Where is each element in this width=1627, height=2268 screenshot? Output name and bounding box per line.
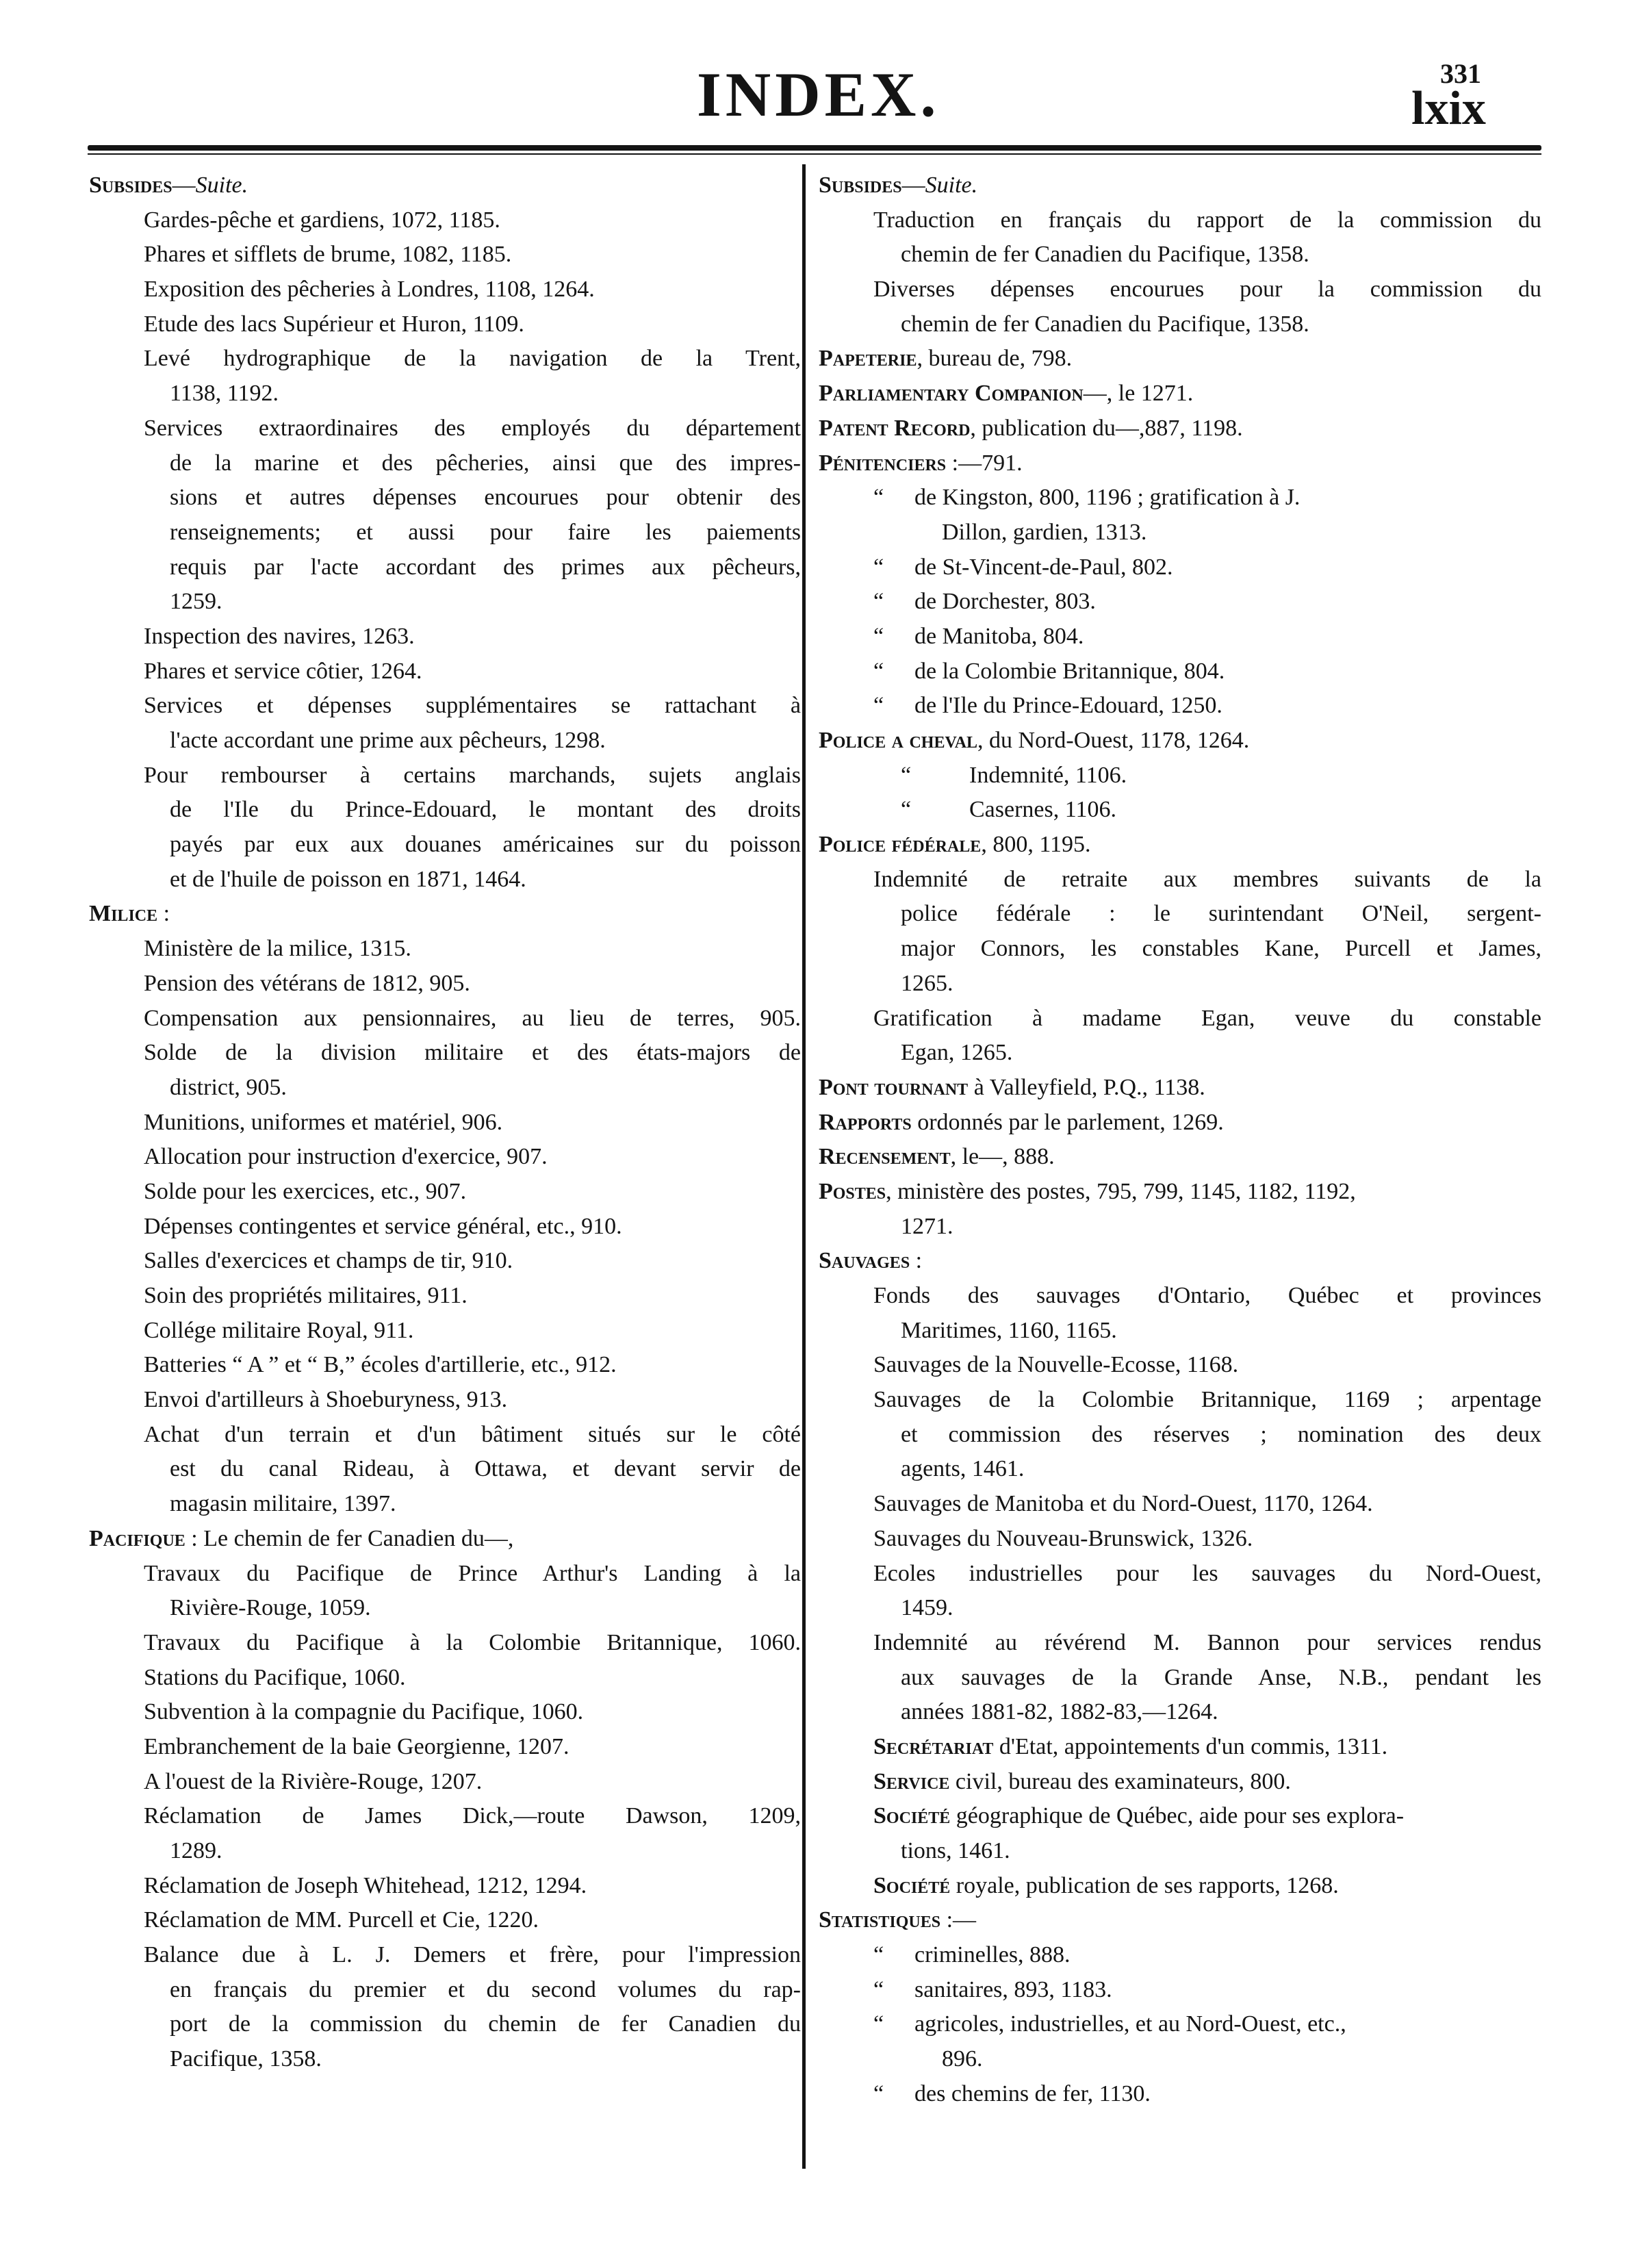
index-entry-line <box>819 1557 1541 1592</box>
index-entry-text: Indemnité de retraite aux membres suivants de la <box>873 866 1541 892</box>
index-entry-line <box>819 1279 1541 1314</box>
index-entry-line <box>819 585 1541 620</box>
index-entry-text: 1289. <box>170 1838 222 1863</box>
index-heading-rest: , le—, 888. <box>950 1144 1055 1170</box>
index-entry-text: des chemins de fer, 1130. <box>914 2080 1151 2106</box>
index-entry-text: de St-Vincent-de-Paul, 802. <box>914 554 1173 580</box>
index-entry-line <box>89 1626 801 1661</box>
index-entry-text: Traduction en français du rapport de la commission du <box>873 207 1541 233</box>
index-entry-text: de la Colombie Britannique, 804. <box>914 658 1225 684</box>
index-entry-text: criminelles, 888. <box>914 1942 1071 1968</box>
index-entry-line <box>89 1244 801 1279</box>
index-entry-line <box>89 793 801 828</box>
index-entry-line <box>89 1661 801 1696</box>
index-entry-text: de la marine et des pêcheries, ainsi que des impres- <box>170 450 801 476</box>
index-entry-text: Maritimes, 1160, 1165. <box>901 1317 1117 1343</box>
index-entry-line <box>819 1036 1541 1071</box>
index-entry-text: 1138, 1192. <box>170 381 279 407</box>
index-entry-text: 1459. <box>901 1595 953 1621</box>
index-entry-text: l'acte accordant une prime aux pêcheurs, 1298. <box>170 728 606 753</box>
index-entry-line <box>819 1418 1541 1453</box>
index-entry-line <box>89 1002 801 1036</box>
ditto-mark: “ <box>901 762 912 788</box>
index-entry-line <box>819 863 1541 897</box>
index-entry-text: Sauvages du Nouveau-Brunswick, 1326. <box>873 1525 1253 1551</box>
index-heading: Recensement <box>819 1144 951 1170</box>
index-entry-text: Stations du Pacifique, 1060. <box>144 1664 406 1690</box>
index-entry-line <box>819 1348 1541 1383</box>
index-heading-rest: , 800, 1195. <box>981 832 1091 858</box>
index-entry-line <box>89 1418 801 1453</box>
index-entry-line <box>819 481 1541 515</box>
index-entry-line <box>89 307 801 342</box>
index-entry-line <box>89 585 801 620</box>
index-heading: Police fédérale <box>819 832 982 858</box>
index-entry-line <box>819 2007 1541 2042</box>
index-entry-text: en français du premier et du second volumes du rap- <box>170 1976 801 2002</box>
ditto-mark: “ <box>873 1976 884 2002</box>
index-entry-text: Etude des lacs Supérieur et Huron, 1109. <box>144 311 524 337</box>
index-entry-line <box>819 238 1541 272</box>
index-entry-line <box>89 689 801 724</box>
index-entry-text: Embranchement de la baie Georgienne, 1207. <box>144 1733 569 1759</box>
index-entry-line <box>89 1557 801 1592</box>
column-divider <box>802 164 806 2169</box>
index-entry-line <box>819 828 1541 863</box>
ditto-mark: “ <box>873 2080 884 2106</box>
index-heading-rest: d'Etat, appointements d'un commis, 1311. <box>993 1733 1388 1759</box>
index-entry-line <box>819 446 1541 481</box>
index-heading: Postes <box>819 1178 886 1204</box>
index-entry-text: agents, 1461. <box>901 1456 1025 1482</box>
index-entry-line <box>89 1591 801 1626</box>
index-entry-text: Soin des propriétés militaires, 911. <box>144 1283 467 1308</box>
index-entry-line <box>89 1834 801 1869</box>
index-entry-line <box>89 1071 801 1106</box>
index-entry-text: Gardes-pêche et gardiens, 1072, 1185. <box>144 207 500 233</box>
index-entry-line <box>819 1695 1541 1730</box>
index-heading-rest: à Valleyfield, P.Q., 1138. <box>968 1074 1205 1100</box>
ditto-mark: “ <box>873 658 884 684</box>
index-entry-line <box>89 620 801 654</box>
index-entry-line <box>89 1938 801 1973</box>
index-entry-line <box>819 1799 1541 1834</box>
index-heading: Subsides <box>89 173 172 198</box>
index-heading-rest: — <box>901 173 925 198</box>
index-heading: Milice <box>89 901 158 927</box>
index-entry-text: A l'ouest de la Rivière-Rouge, 1207. <box>144 1768 483 1794</box>
index-entry-text: police fédérale : le surintendant O'Neil, sergent- <box>901 901 1541 927</box>
page-number: lxix <box>1411 82 1486 135</box>
index-entry-line <box>819 1140 1541 1175</box>
index-entry-line <box>819 1452 1541 1487</box>
index-entry-line <box>89 1175 801 1210</box>
index-entry-text: chemin de fer Canadien du Pacifique, 1358. <box>901 311 1309 337</box>
index-entry-text: Levé hydrographique de la navigation de la Trent, <box>144 346 801 372</box>
index-entry-text: années 1881-82, 1882-83,—1264. <box>901 1699 1218 1725</box>
index-entry-text: renseignements; et aussi pour faire les paiements <box>170 519 801 545</box>
index-heading: Pont tournant <box>819 1074 969 1100</box>
index-entry-line <box>819 550 1541 585</box>
index-entry-text: Pour rembourser à certains marchands, sujets anglais <box>144 762 801 788</box>
index-entry-text: Achat d'un terrain et d'un bâtiment situés sur le côté <box>144 1421 801 1447</box>
index-entry-line <box>819 1869 1541 1904</box>
index-entry-line <box>819 1071 1541 1106</box>
left-column <box>89 168 801 2077</box>
index-heading-rest: ordonnés par le parlement, 1269. <box>911 1109 1224 1135</box>
index-entry-text: 1271. <box>901 1213 953 1239</box>
index-entry-line <box>89 481 801 515</box>
index-entry-line <box>819 724 1541 759</box>
header-rule <box>88 145 1541 151</box>
index-entry-text: Services extraordinaires des employés du département <box>144 415 801 441</box>
index-entry-line <box>89 272 801 307</box>
index-heading-rest: , ministère des postes, 795, 799, 1145, 1182, 1192, <box>886 1178 1356 1204</box>
header-rule-thin <box>88 153 1541 155</box>
index-entry-line <box>89 1869 801 1904</box>
ditto-mark: “ <box>873 589 884 615</box>
index-heading-rest: civil, bureau des examinateurs, 800. <box>949 1768 1291 1794</box>
index-entry-line <box>89 1903 801 1938</box>
index-entry-line <box>89 550 801 585</box>
index-heading-rest: : <box>910 1248 923 1274</box>
index-heading: Société <box>873 1872 951 1898</box>
index-entry-line <box>819 1210 1541 1245</box>
index-entry-line <box>89 1383 801 1418</box>
index-entry-line <box>819 307 1541 342</box>
index-heading: Parliamentary Companion <box>819 381 1084 407</box>
index-entry-line <box>819 411 1541 446</box>
index-entry-line <box>819 793 1541 828</box>
index-entry-line <box>819 168 1541 203</box>
index-entry-text: Sauvages de la Colombie Britannique, 1169 ; arpentage <box>873 1387 1541 1413</box>
index-entry-line <box>819 2042 1541 2077</box>
index-entry-line <box>819 1002 1541 1036</box>
index-entry-line <box>819 1383 1541 1418</box>
index-entry-text: Gratification à madame Egan, veuve du constable <box>873 1005 1541 1031</box>
index-entry-text: Egan, 1265. <box>901 1040 1013 1066</box>
index-entry-line <box>89 1106 801 1141</box>
index-entry-text: 896. <box>942 2046 983 2072</box>
index-entry-line <box>89 2042 801 2077</box>
index-entry-line <box>819 654 1541 689</box>
index-entry-line <box>89 759 801 793</box>
index-entry-line <box>819 1903 1541 1938</box>
index-entry-text: Diverses dépenses encourues pour la commission du <box>873 277 1541 303</box>
index-entry-line <box>89 1799 801 1834</box>
index-entry-line <box>89 863 801 897</box>
index-entry-text: Munitions, uniformes et matériel, 906. <box>144 1109 503 1135</box>
index-heading: Patent Record <box>819 415 971 441</box>
index-entry-text: Casernes, 1106. <box>969 797 1116 823</box>
index-entry-text: payés par eux aux douanes américaines sur du poisson <box>170 832 801 858</box>
index-entry-text: Ecoles industrielles pour les sauvages du Nord-Ouest, <box>873 1560 1541 1586</box>
index-entry-text: magasin militaire, 1397. <box>170 1491 396 1517</box>
index-entry-text: Phares et service côtier, 1264. <box>144 658 422 684</box>
index-entry-line <box>819 377 1541 411</box>
index-entry-line <box>819 515 1541 550</box>
index-entry-text: Solde de la division militaire et des états-majors de <box>144 1040 801 1066</box>
right-column <box>819 168 1541 2112</box>
index-entry-text: Allocation pour instruction d'exercice, 907. <box>144 1144 548 1170</box>
index-entry-text: Réclamation de MM. Purcell et Cie, 1220. <box>144 1907 539 1933</box>
index-entry-line <box>819 1730 1541 1765</box>
index-heading-rest: royale, publication de ses rapports, 1268. <box>950 1872 1339 1898</box>
index-entry-text: sanitaires, 893, 1183. <box>914 1976 1112 2002</box>
index-heading-rest: : Le chemin de fer Canadien du—, <box>185 1525 514 1551</box>
index-entry-line <box>89 203 801 238</box>
index-heading: Sauvages <box>819 1248 910 1274</box>
ditto-mark: “ <box>873 485 884 511</box>
index-entry-text: Dillon, gardien, 1313. <box>942 519 1147 545</box>
index-entry-text: Inspection des navires, 1263. <box>144 623 415 649</box>
index-entry-text: aux sauvages de la Grande Anse, N.B., pendant les <box>901 1664 1541 1690</box>
index-heading: Pénitenciers <box>819 450 947 476</box>
index-entry-line <box>89 967 801 1002</box>
index-entry-line <box>89 1695 801 1730</box>
index-entry-line <box>819 967 1541 1002</box>
index-entry-text: Subvention à la compagnie du Pacifique, 1060. <box>144 1699 584 1725</box>
index-entry-line <box>89 654 801 689</box>
index-entry-line <box>819 1661 1541 1696</box>
index-entry-line <box>819 897 1541 932</box>
index-heading-rest: , bureau de, 798. <box>917 346 1073 372</box>
index-entry-text: Services et dépenses supplémentaires se rattachant à <box>144 693 801 719</box>
index-entry-line <box>89 1730 801 1765</box>
index-entry-line <box>89 1765 801 1800</box>
ditto-mark: “ <box>873 623 884 649</box>
index-entry-text: major Connors, les constables Kane, Purcell et James, <box>901 936 1541 962</box>
index-entry-text: 1259. <box>170 589 222 615</box>
index-entry-text: chemin de fer Canadien du Pacifique, 1358. <box>901 242 1309 268</box>
index-entry-text: Exposition des pêcheries à Londres, 1108, 1264. <box>144 277 595 303</box>
index-entry-line <box>819 1522 1541 1557</box>
index-entry-line <box>89 724 801 759</box>
index-entry-line <box>819 620 1541 654</box>
index-entry-text: Indemnité au révérend M. Bannon pour services rendus <box>873 1629 1541 1655</box>
index-entry-line <box>819 932 1541 967</box>
ditto-mark: “ <box>873 1942 884 1968</box>
index-entry-text: Réclamation de Joseph Whitehead, 1212, 1294. <box>144 1872 587 1898</box>
index-entry-line <box>89 2007 801 2042</box>
index-entry-line <box>819 1314 1541 1349</box>
index-entry-line <box>819 1487 1541 1522</box>
index-entry-line <box>89 168 801 203</box>
index-heading-rest: — <box>172 173 196 198</box>
index-entry-text: de l'Ile du Prince-Edouard, le montant des droits <box>170 797 801 823</box>
index-heading: Société <box>873 1803 951 1829</box>
index-entry-line <box>89 515 801 550</box>
index-entry-text: Balance due à L. J. Demers et frère, pour l'impression <box>144 1942 801 1968</box>
ditto-mark: “ <box>873 693 884 719</box>
handwritten-page-number: 331 <box>1440 58 1481 89</box>
index-entry-line <box>819 689 1541 724</box>
index-entry-line <box>89 1973 801 2008</box>
index-entry-line <box>89 446 801 481</box>
index-entry-line <box>89 411 801 446</box>
index-entry-text: Batteries “ A ” et “ B,” écoles d'artillerie, etc., 912. <box>144 1352 617 1378</box>
index-heading-rest: —, le 1271. <box>1083 381 1194 407</box>
index-entry-line <box>89 1487 801 1522</box>
index-entry-text: et commission des réserves ; nomination des deux <box>901 1421 1541 1447</box>
index-entry-line <box>819 759 1541 793</box>
index-entry-text: Sauvages de Manitoba et du Nord-Ouest, 1170, 1264. <box>873 1491 1373 1517</box>
index-entry-line <box>89 828 801 863</box>
index-entry-text: Pension des vétérans de 1812, 905. <box>144 970 470 996</box>
index-entry-line <box>89 932 801 967</box>
index-heading: Service <box>873 1768 950 1794</box>
index-entry-line <box>89 1036 801 1071</box>
index-entry-line <box>89 1279 801 1314</box>
index-entry-line <box>89 1348 801 1383</box>
index-entry-text: Solde pour les exercices, etc., 907. <box>144 1178 467 1204</box>
index-entry-line <box>819 1244 1541 1279</box>
index-entry-text: agricoles, industrielles, et au Nord-Ouest, etc., <box>914 2011 1346 2037</box>
index-entry-line <box>89 897 801 932</box>
index-heading-rest: , du Nord-Ouest, 1178, 1264. <box>977 728 1250 753</box>
index-entry-line <box>89 342 801 377</box>
ditto-mark: “ <box>901 797 912 823</box>
index-entry-line <box>819 2077 1541 2112</box>
index-entry-text: de Dorchester, 803. <box>914 589 1096 615</box>
index-entry-line <box>819 1591 1541 1626</box>
index-entry-line <box>819 272 1541 307</box>
index-entry-line <box>819 1765 1541 1800</box>
index-entry-text: Réclamation de James Dick,—route Dawson, 1209, <box>144 1803 801 1829</box>
index-entry-line <box>89 1314 801 1349</box>
index-entry-line <box>819 1175 1541 1210</box>
index-heading: Secrétariat <box>873 1733 994 1759</box>
index-heading: Police a cheval <box>819 728 978 753</box>
index-entry-text: Sauvages de la Nouvelle-Ecosse, 1168. <box>873 1352 1239 1378</box>
page-title: INDEX. <box>697 60 940 129</box>
index-entry-line <box>819 1626 1541 1661</box>
index-entry-line <box>89 1210 801 1245</box>
index-entry-text: Dépenses contingentes et service général, etc., 910. <box>144 1213 622 1239</box>
ditto-mark: “ <box>873 554 884 580</box>
index-entry-text: Fonds des sauvages d'Ontario, Québec et provinces <box>873 1283 1541 1308</box>
index-entry-text: Phares et sifflets de brume, 1082, 1185. <box>144 242 512 268</box>
index-heading-rest: :— <box>940 1907 977 1933</box>
index-heading: Rapports <box>819 1109 912 1135</box>
index-heading: Papeterie <box>819 346 917 372</box>
index-entry-text: Compensation aux pensionnaires, au lieu de terres, 905. <box>144 1005 801 1031</box>
index-entry-line <box>819 342 1541 377</box>
index-heading-rest: :—791. <box>946 450 1023 476</box>
index-entry-text: port de la commission du chemin de fer Canadien du <box>170 2011 801 2037</box>
index-entry-line <box>819 203 1541 238</box>
index-entry-text: requis par l'acte accordant des primes aux pêcheurs, <box>170 554 801 580</box>
index-entry-text: est du canal Rideau, à Ottawa, et devant servir de <box>170 1456 801 1482</box>
index-entry-text: Pacifique, 1358. <box>170 2046 322 2072</box>
index-entry-line <box>819 1938 1541 1973</box>
index-entry-text: de l'Ile du Prince-Edouard, 1250. <box>914 693 1222 719</box>
index-entry-line <box>89 238 801 272</box>
index-entry-text: Rivière-Rouge, 1059. <box>170 1595 371 1621</box>
index-entry-line <box>819 1106 1541 1141</box>
index-entry-line <box>89 1140 801 1175</box>
index-heading-rest: : <box>157 901 170 927</box>
index-entry-line <box>89 1452 801 1487</box>
index-heading: Statistiques <box>819 1907 941 1933</box>
index-heading: Pacifique <box>89 1525 185 1551</box>
index-entry-text: sions et autres dépenses encourues pour obtenir des <box>170 485 801 511</box>
index-entry-text: Travaux du Pacifique de Prince Arthur's Landing à la <box>144 1560 801 1586</box>
index-entry-text: Collége militaire Royal, 911. <box>144 1317 414 1343</box>
index-heading-rest: géographique de Québec, aide pour ses explora- <box>950 1803 1405 1829</box>
index-heading-suite: Suite. <box>195 173 248 198</box>
index-entry-line <box>89 377 801 411</box>
index-entry-line <box>819 1834 1541 1869</box>
index-entry-line <box>89 1522 801 1557</box>
index-entry-text: Ministère de la milice, 1315. <box>144 936 411 962</box>
index-entry-text: Indemnité, 1106. <box>969 762 1127 788</box>
index-entry-text: tions, 1461. <box>901 1838 1010 1863</box>
index-entry-text: 1265. <box>901 970 953 996</box>
ditto-mark: “ <box>873 2011 884 2037</box>
index-entry-text: district, 905. <box>170 1074 287 1100</box>
index-entry-text: Travaux du Pacifique à la Colombie Britannique, 1060. <box>144 1629 801 1655</box>
index-heading-suite: Suite. <box>925 173 978 198</box>
index-heading: Subsides <box>819 173 902 198</box>
index-entry-text: Salles d'exercices et champs de tir, 910. <box>144 1248 513 1274</box>
index-heading-rest: , publication du—,887, 1198. <box>970 415 1243 441</box>
index-entry-text: Envoi d'artilleurs à Shoeburyness, 913. <box>144 1387 508 1413</box>
index-entry-text: de Manitoba, 804. <box>914 623 1084 649</box>
index-entry-text: et de l'huile de poisson en 1871, 1464. <box>170 866 526 892</box>
index-entry-text: de Kingston, 800, 1196 ; gratification à J. <box>914 485 1301 511</box>
index-entry-line <box>819 1973 1541 2008</box>
